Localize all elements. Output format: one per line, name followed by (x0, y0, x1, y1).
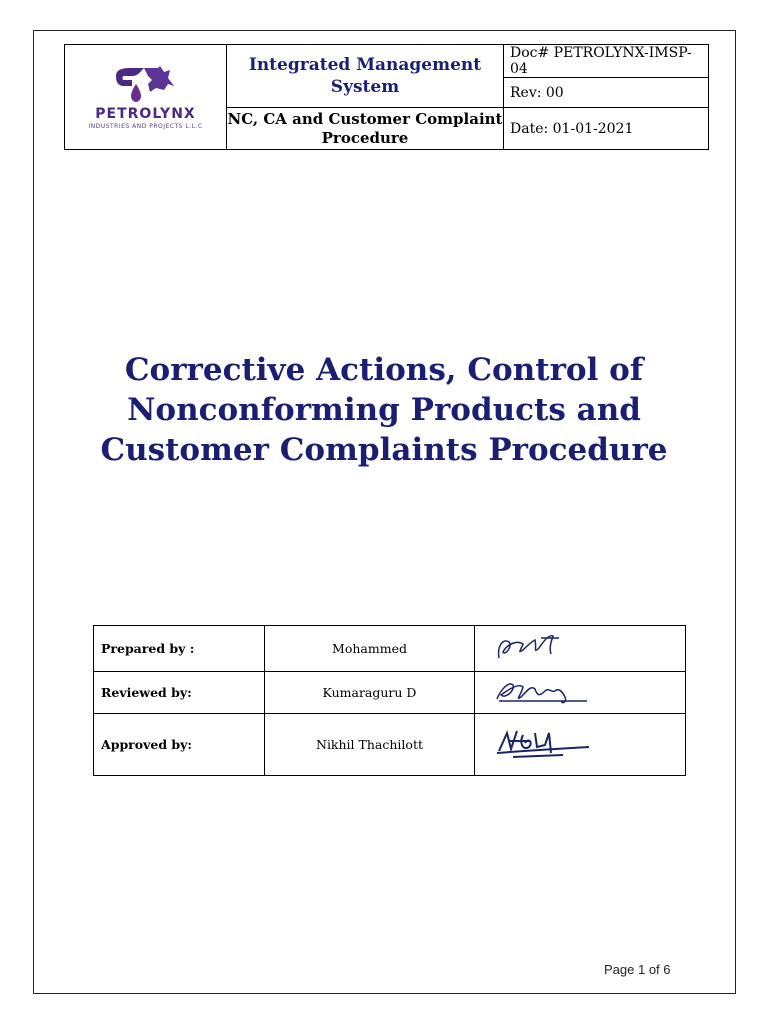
system-title: Integrated Management System (227, 45, 504, 108)
brand-tagline: INDUSTRIES AND PROJECTS L.L.C (88, 123, 203, 130)
approval-row-reviewed (94, 672, 686, 714)
prepared-by-label: Prepared by : (94, 626, 265, 672)
reviewed-by-label: Reviewed by: (94, 672, 265, 714)
brand-name: PETROLYNX (95, 106, 196, 122)
reviewer-name: Kumaraguru D (265, 672, 475, 714)
preparer-signature (475, 626, 686, 672)
issue-date: Date: 01-01-2021 (504, 108, 709, 150)
approved-by-label: Approved by: (94, 714, 265, 776)
approval-row-prepared (94, 626, 686, 672)
doc-number: Doc# PETROLYNX-IMSP-04 (504, 45, 709, 78)
procedure-subtitle: NC, CA and Customer Complaint Procedure (227, 108, 504, 150)
preparer-name: Mohammed (265, 626, 475, 672)
page-border (33, 30, 736, 994)
lynx-drop-logo-icon (110, 64, 182, 104)
approval-row-approved (94, 714, 686, 776)
revision: Rev: 00 (504, 78, 709, 108)
approver-signature (475, 714, 686, 776)
document-header-table (64, 44, 709, 150)
reviewer-signature (475, 672, 686, 714)
approval-table (93, 625, 686, 776)
logo-cell (65, 45, 227, 150)
approver-name: Nikhil Thachilott (265, 714, 475, 776)
document-title: Corrective Actions, Control of Nonconforming Products and Customer Complaints Procedure (100, 352, 668, 468)
page-number: Page 1 of 6 (604, 962, 671, 977)
